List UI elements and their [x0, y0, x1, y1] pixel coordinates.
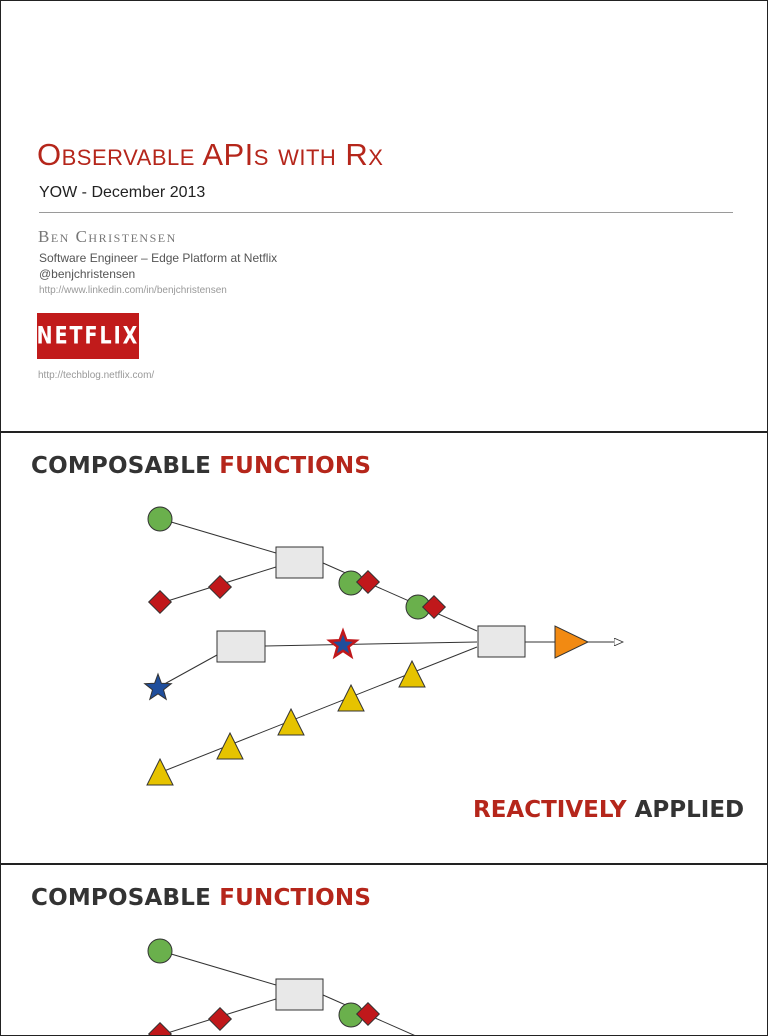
green-circle-icon — [148, 507, 172, 531]
yellow-triangle-icon — [147, 759, 173, 785]
author-role: Software Engineer – Edge Platform at Netflix — [39, 251, 278, 265]
event-subtitle: YOW - December 2013 — [39, 184, 206, 201]
function-box — [217, 631, 265, 662]
caption-part-reactively: REACTIVELY — [473, 797, 627, 823]
composable-functions-slide — [0, 432, 768, 864]
title-part-composable: COMPOSABLE — [31, 453, 211, 479]
title-part-functions: FUNCTIONS — [219, 885, 372, 911]
function-box — [276, 547, 323, 578]
title-part-composable: COMPOSABLE — [31, 885, 211, 911]
yellow-triangle-icon — [217, 733, 243, 759]
logo-text: NETFLIX — [36, 322, 140, 350]
yellow-triangle-icon — [278, 709, 304, 735]
red-diamond-icon — [149, 591, 172, 614]
netflix-logo — [37, 313, 139, 359]
title-part-functions: FUNCTIONS — [219, 453, 372, 479]
orange-triangle-icon — [555, 626, 588, 658]
red-diamond-icon — [209, 1008, 232, 1031]
yellow-triangle-icon — [338, 685, 364, 711]
composition-diagram-partial — [1, 865, 767, 1035]
caption-part-applied: APPLIED — [634, 797, 745, 823]
reactively-applied-caption — [473, 797, 744, 823]
composable-functions-slide-2 — [0, 864, 768, 1036]
green-circle-icon — [148, 939, 172, 963]
author-name: Ben Christensen — [38, 227, 177, 246]
presentation-title: Observable APIs with Rx — [37, 137, 384, 172]
linkedin-link[interactable]: http://www.linkedin.com/in/benjchristensen — [39, 285, 227, 296]
title-slide — [0, 0, 768, 432]
twitter-handle: @benjchristensen — [39, 267, 136, 281]
divider — [39, 212, 733, 213]
function-box — [478, 626, 525, 657]
red-diamond-icon — [149, 1023, 172, 1035]
techblog-link[interactable]: http://techblog.netflix.com/ — [38, 370, 155, 381]
yellow-triangle-icon — [399, 661, 425, 687]
red-diamond-icon — [209, 576, 232, 599]
blue-star-icon — [330, 631, 357, 656]
blue-star-icon — [145, 674, 172, 699]
function-box — [276, 979, 323, 1010]
